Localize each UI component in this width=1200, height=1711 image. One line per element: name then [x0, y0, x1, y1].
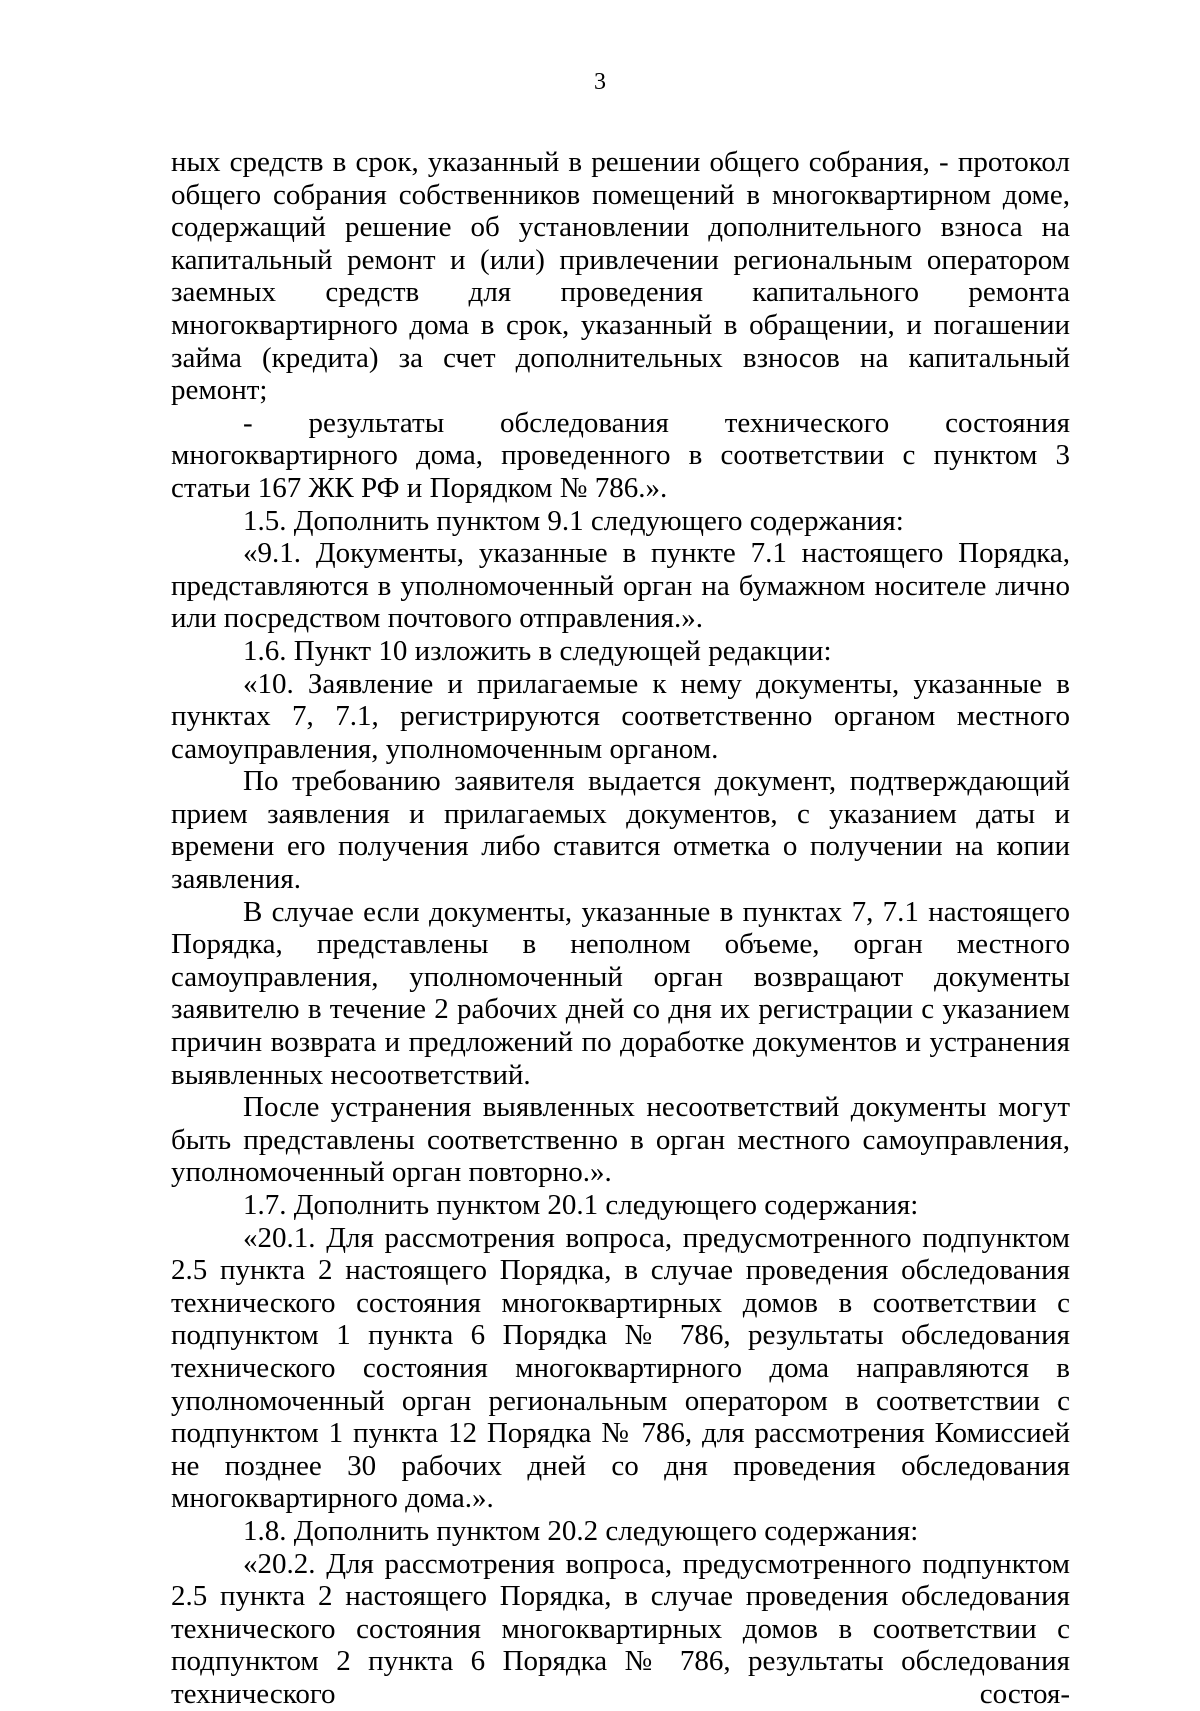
- paragraph-applicant-request: По требованию заявителя выдается документ, подтверждающий прием заявления и прилагаемых документов, с указанием даты и времени его получения либо ставится отметка о получении на копии заявления.: [171, 765, 1070, 896]
- paragraph-clause-20-1: «20.1. Для рассмотрения вопроса, предусмотренного подпунктом 2.5 пункта 2 настоящего Порядка, в случае проведения обследования технического состояния многоквартирных домов в соответствии с подпунктом 1 пункта 6 Порядка № 786, результаты обследования технического состояния многоквартирного дома направляются в уполномоченный орган региональным оператором в соответствии с подпунктом 1 пункта 12 Порядка № 786, для рассмотрения Комиссией не позднее 30 рабочих дней со дня проведения обследования многоквартирного дома.».: [171, 1221, 1070, 1515]
- paragraph-incomplete-documents: В случае если документы, указанные в пунктах 7, 7.1 настоящего Порядка, представлены в неполном объеме, орган местного самоуправления, уполномоченный орган возвращают документы заявителю в течение 2 рабочих дней со дня их регистрации с указанием причин возврата и предложений по доработке документов и устранения выявленных несоответствий.: [171, 895, 1070, 1091]
- paragraph-item-1-8: 1.8. Дополнить пунктом 20.2 следующего содержания:: [243, 1514, 919, 1547]
- paragraph-clause-10: «10. Заявление и прилагаемые к нему документы, указанные в пунктах 7, 7.1, регистрируются соответственно органом местного самоуправления, уполномоченным органом.: [171, 667, 1070, 765]
- paragraph-clause-9-1: «9.1. Документы, указанные в пункте 7.1 настоящего Порядка, представляются в уполномоченный орган на бумажном носителе лично или посредством почтового отправления.».: [171, 537, 1070, 635]
- page-number: 3: [594, 69, 606, 95]
- paragraph-resubmission: После устранения выявленных несоответствий документы могут быть представлены соответственно в орган местного самоуправления, уполномоченный орган повторно.».: [171, 1091, 1070, 1189]
- document-body: [171, 146, 1070, 1711]
- paragraph-item-1-7: 1.7. Дополнить пунктом 20.1 следующего содержания:: [243, 1189, 919, 1221]
- paragraph-clause-20-2: «20.2. Для рассмотрения вопроса, предусмотренного подпунктом 2.5 пункта 2 настоящего Порядка, в случае проведения обследования технического состояния многоквартирных домов в соответствии с подпунктом 2 пункта 6 Порядка № 786, результаты обследования технического состоя-: [171, 1547, 1070, 1710]
- paragraph-inspection-results: - результаты обследования технического состояния многоквартирного дома, проведенного в соответствии с пунктом 3 статьи 167 ЖК РФ и Порядком № 786.».: [171, 406, 1070, 504]
- paragraph-continuation: ных средств в срок, указанный в решении общего собрания, - протокол общего собрания собственников помещений в многоквартирном доме, содержащий решение об установлении дополнительного взноса на капитальный ремонт и (или) привлечении региональным оператором заемных средств для проведения капитального ремонта многоквартирного дома в срок, указанный в обращении, и погашении займа (кредита) за счет дополнительных взносов на капитальный ремонт;: [171, 146, 1070, 407]
- paragraph-item-1-6: 1.6. Пункт 10 изложить в следующей редакции:: [243, 634, 832, 667]
- paragraph-item-1-5: 1.5. Дополнить пунктом 9.1 следующего содержания:: [243, 504, 904, 537]
